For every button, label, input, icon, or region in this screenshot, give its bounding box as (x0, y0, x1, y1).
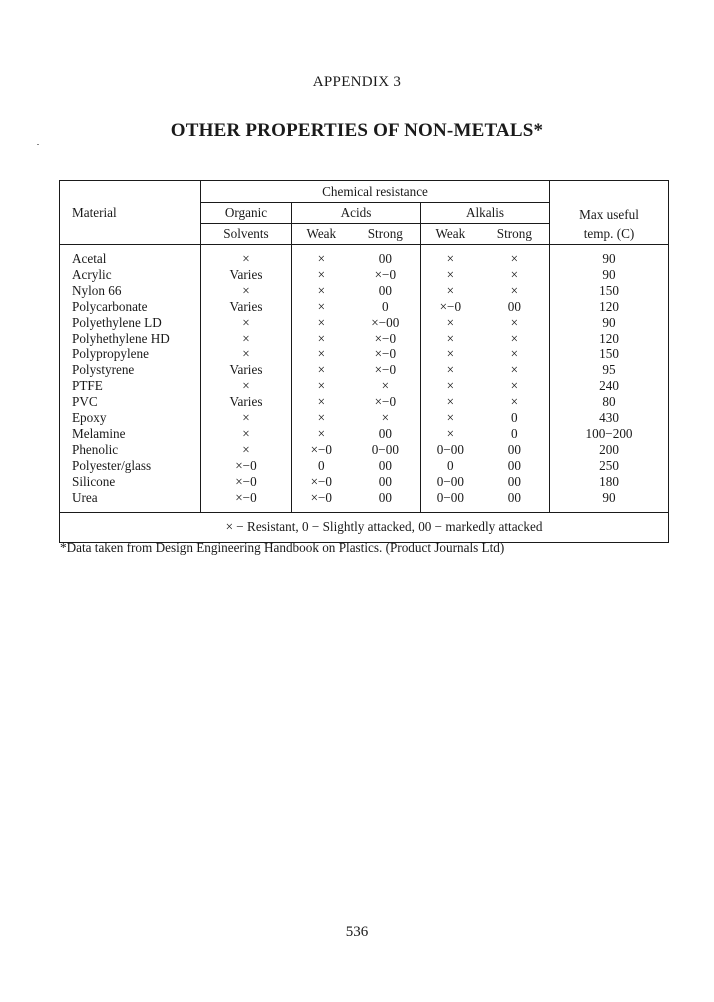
cell-material: Polyhethylene HD (60, 331, 201, 347)
cell-organic-solvents: Varies (201, 267, 292, 283)
cell-organic-solvents: × (201, 245, 292, 267)
cell-alkali-strong: × (510, 251, 519, 266)
cell-acid-weak: × (291, 315, 350, 331)
footnote: *Data taken from Design Engineering Handbook on Plastics. (Product Journals Ltd) (60, 540, 505, 555)
cell-alkali-strong: × (510, 330, 519, 346)
header-acids-weak: Weak (291, 224, 350, 245)
header-material: Material (60, 181, 201, 245)
header-alkalis-weak: Weak (421, 224, 480, 245)
cell-acid-weak: × (291, 299, 350, 315)
cell-material: Nylon 66 (60, 283, 201, 299)
cell-alkali-strong: 00 (507, 489, 521, 505)
cell-acid-strong: 00 (378, 251, 392, 266)
cell-alkali-strong: 00 (507, 298, 521, 314)
cell-max-temp: 90 (550, 245, 669, 267)
cell-max-temp: 200 (550, 442, 669, 458)
table-header (60, 181, 669, 245)
header-organic: Organic (201, 203, 292, 224)
cell-alkali-strong: 00 (507, 473, 521, 489)
legend-text: × − Resistant, 0 − Slightly attacked, 00 − markedly attacked (60, 512, 669, 542)
cell-acid-weak: × (291, 378, 350, 394)
cell-alkali-strong: 0 (511, 425, 518, 441)
table-row (60, 378, 669, 394)
cell-acid-strong: × (381, 378, 390, 394)
table-row (60, 458, 669, 474)
properties-table (59, 180, 669, 543)
table-row (60, 474, 669, 490)
cell-alkali-weak: × (421, 378, 480, 394)
cell-acid-weak: ×−0 (291, 442, 350, 458)
cell-alkali-weak: ×−0 (421, 299, 480, 315)
cell-max-temp: 90 (550, 490, 669, 512)
cell-material: Epoxy (60, 410, 201, 426)
cell-organic-solvents: × (201, 426, 292, 442)
cell-alkali-strong: 00 (507, 457, 521, 473)
cell-material: PTFE (60, 378, 201, 394)
table-row (60, 394, 669, 410)
cell-alkali-weak: × (421, 362, 480, 378)
cell-organic-solvents: ×−0 (201, 474, 292, 490)
cell-alkali-strong: × (510, 346, 519, 362)
cell-organic-solvents: × (201, 346, 292, 362)
cell-alkali-strong: × (510, 394, 519, 410)
cell-alkali-strong: × (510, 314, 519, 330)
cell-max-temp: 150 (550, 346, 669, 362)
header-alkalis: Alkalis (421, 203, 550, 224)
cell-alkali-weak: × (421, 346, 480, 362)
table-row (60, 362, 669, 378)
cell-alkali-weak: × (421, 426, 480, 442)
cell-material: PVC (60, 394, 201, 410)
cell-organic-solvents: ×−0 (201, 490, 292, 512)
header-acids-strong: Strong (351, 224, 421, 245)
cell-max-temp: 430 (550, 410, 669, 426)
cell-acid-strong: ×−0 (374, 346, 397, 362)
cell-max-temp: 250 (550, 458, 669, 474)
cell-organic-solvents: ×−0 (201, 458, 292, 474)
cell-acid-strong: ×−00 (371, 314, 400, 330)
cell-material: Acrylic (60, 267, 201, 283)
cell-max-temp: 90 (550, 267, 669, 283)
table-row (60, 267, 669, 283)
cell-acid-strong: ×−0 (374, 362, 397, 378)
cell-organic-solvents: × (201, 442, 292, 458)
cell-max-temp: 80 (550, 394, 669, 410)
table-row (60, 442, 669, 458)
cell-max-temp: 95 (550, 362, 669, 378)
cell-acid-strong: 00 (378, 425, 392, 441)
cell-material: Polyester/glass (60, 458, 201, 474)
table-row (60, 410, 669, 426)
table-row (60, 426, 669, 442)
header-acids: Acids (291, 203, 420, 224)
cell-alkali-weak: × (421, 283, 480, 299)
cell-max-temp: 120 (550, 331, 669, 347)
table-body (60, 245, 669, 513)
cell-acid-strong: ×−0 (374, 394, 397, 410)
header-solvents: Solvents (201, 224, 292, 245)
cell-alkali-weak: × (421, 331, 480, 347)
cell-acid-weak: × (291, 283, 350, 299)
cell-acid-weak: × (291, 410, 350, 426)
cell-acid-strong: 0 (382, 298, 389, 314)
scan-speck (37, 144, 39, 145)
cell-acid-weak: × (291, 426, 350, 442)
table-row (60, 245, 669, 267)
table-row (60, 315, 669, 331)
header-chemical-resistance: Chemical resistance (201, 181, 550, 203)
cell-organic-solvents: × (201, 410, 292, 426)
cell-acid-strong: ×−0 (374, 330, 397, 346)
cell-acid-weak: × (291, 245, 350, 267)
cell-organic-solvents: × (201, 283, 292, 299)
page-number: 536 (345, 924, 369, 940)
table-row (60, 299, 669, 315)
cell-alkali-weak: × (421, 245, 480, 267)
table-row (60, 283, 669, 299)
cell-max-temp: 180 (550, 474, 669, 490)
cell-acid-weak: 0 (291, 458, 350, 474)
cell-material: Acetal (60, 245, 201, 267)
cell-max-temp: 90 (550, 315, 669, 331)
appendix-heading: APPENDIX 3 (312, 74, 402, 90)
cell-material: Polyethylene LD (60, 315, 201, 331)
cell-alkali-weak: × (421, 267, 480, 283)
cell-organic-solvents: × (201, 331, 292, 347)
cell-acid-strong: 0−00 (371, 441, 399, 457)
cell-max-temp: 100−200 (550, 426, 669, 442)
cell-acid-strong: ×−0 (374, 266, 397, 282)
table-row (60, 331, 669, 347)
cell-organic-solvents: Varies (201, 394, 292, 410)
cell-alkali-weak: × (421, 315, 480, 331)
cell-alkali-strong: × (510, 378, 519, 394)
cell-acid-weak: × (291, 362, 350, 378)
cell-organic-solvents: Varies (201, 299, 292, 315)
cell-max-temp: 150 (550, 283, 669, 299)
header-max-useful: Max useful (550, 181, 669, 224)
cell-organic-solvents: Varies (201, 362, 292, 378)
cell-alkali-strong: 0 (511, 410, 518, 426)
cell-alkali-strong: × (510, 282, 519, 298)
cell-alkali-weak: 0−00 (421, 474, 480, 490)
cell-max-temp: 240 (550, 378, 669, 394)
cell-material: Urea (60, 490, 201, 512)
page-title: OTHER PROPERTIES OF NON-METALS* (170, 120, 544, 141)
cell-alkali-strong: 00 (507, 441, 521, 457)
cell-acid-weak: × (291, 267, 350, 283)
table-row (60, 490, 669, 512)
cell-acid-strong: 00 (378, 282, 392, 298)
cell-alkali-strong: × (510, 362, 519, 378)
header-temp-unit: temp. (C) (550, 224, 669, 245)
cell-acid-strong: 00 (378, 489, 392, 505)
cell-acid-weak: × (291, 331, 350, 347)
cell-acid-weak: × (291, 394, 350, 410)
cell-material: Polystyrene (60, 362, 201, 378)
cell-acid-strong: 00 (378, 457, 392, 473)
cell-acid-weak: ×−0 (291, 474, 350, 490)
cell-organic-solvents: × (201, 315, 292, 331)
cell-material: Phenolic (60, 442, 201, 458)
cell-alkali-strong: × (510, 266, 519, 282)
legend-row (60, 512, 669, 542)
cell-alkali-weak: 0−00 (421, 490, 480, 512)
cell-alkali-weak: × (421, 410, 480, 426)
cell-max-temp: 120 (550, 299, 669, 315)
table-row (60, 346, 669, 362)
cell-acid-weak: × (291, 346, 350, 362)
cell-material: Polycarbonate (60, 299, 201, 315)
cell-alkali-weak: 0 (421, 458, 480, 474)
cell-acid-weak: ×−0 (291, 490, 350, 512)
cell-material: Melamine (60, 426, 201, 442)
cell-material: Silicone (60, 474, 201, 490)
cell-acid-strong: 00 (378, 473, 392, 489)
header-alkalis-strong: Strong (480, 224, 550, 245)
cell-material: Polypropylene (60, 346, 201, 362)
cell-acid-strong: × (381, 410, 390, 426)
cell-organic-solvents: × (201, 378, 292, 394)
cell-alkali-weak: × (421, 394, 480, 410)
cell-alkali-weak: 0−00 (421, 442, 480, 458)
